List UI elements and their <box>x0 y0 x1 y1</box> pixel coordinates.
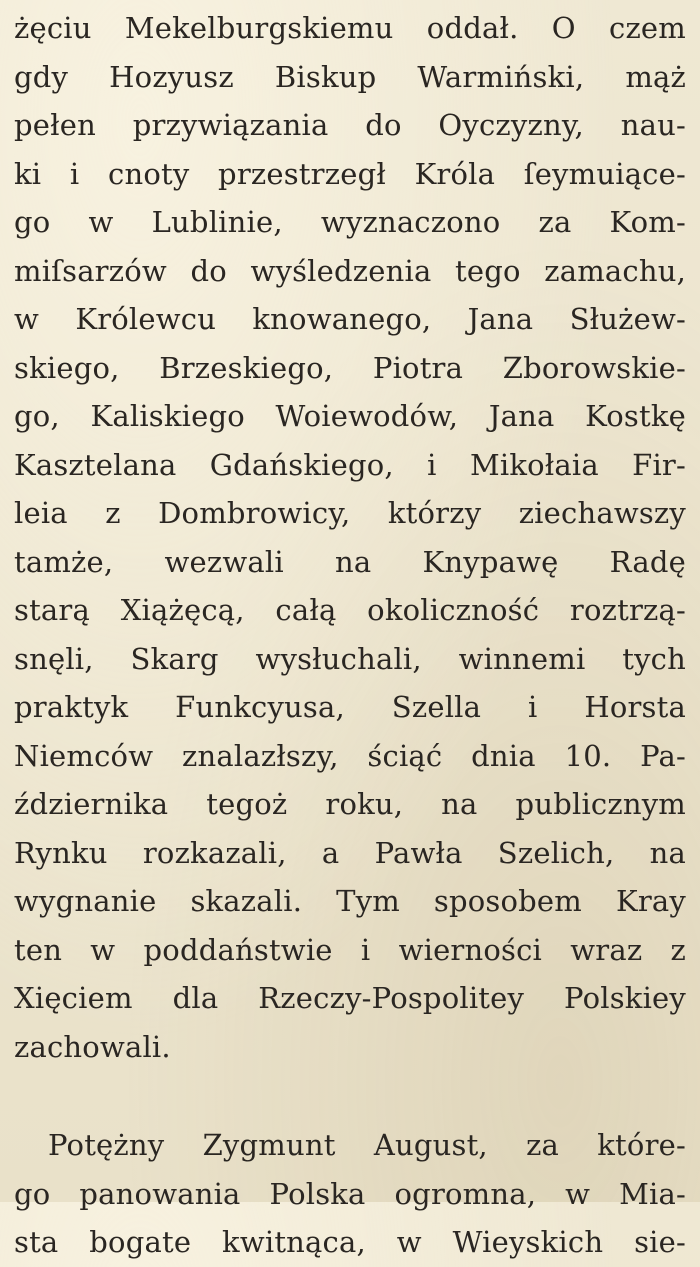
text-line: żęciu Mekelburgskiemu oddał. O czem <box>14 11 686 45</box>
text-line: Xięciem dla Rzeczy-Pospolitey Polskiey <box>14 981 686 1015</box>
text-line: gdy Hozyusz Biskup Warmiński, mąż <box>14 59 686 94</box>
text-line: praktyk Funkcyusa, Szella i Horsta <box>14 690 686 724</box>
text-line: starą Xiążęcą, całą okoliczność roztrzą- <box>14 593 686 627</box>
text-line: Kasztelana Gdańskiego, i Mikołaia Fir- <box>14 447 686 482</box>
text-line: tamże, wezwali na Knypawę Radę <box>14 544 686 579</box>
text-line: pełen przywiązania do Oyczyzny, nau- <box>14 108 686 142</box>
text-line: Potężny Zygmunt August, za które- <box>48 1128 686 1162</box>
text-line: ten w poddaństwie i wierności wraz z <box>14 932 686 967</box>
text-line: Niemców znalazłszy, ściąć dnia 10. Pa- <box>14 738 686 773</box>
text-line: ździernika tegoż roku, na publicznym <box>14 787 686 821</box>
paragraph <box>14 4 686 1071</box>
text-line: Rynku rozkazali, a Pawła Szelich, na <box>14 835 686 870</box>
text-line: ki i cnoty przestrzegł Króla ſeymuiące- <box>14 156 686 191</box>
text-line: miſsarzów do wyśledzenia tego zamachu, <box>14 253 686 288</box>
paragraph <box>14 1121 686 1267</box>
text-line: sta bogate kwitnąca, w Wieyskich sie- <box>14 1225 686 1259</box>
text-line: go, Kaliskiego Woiewodów, Jana Kostkę <box>14 399 686 433</box>
text-line: go w Lublinie, wyznaczono za Kom- <box>14 205 686 239</box>
text-line: leia z Dombrowicy, którzy ziechawszy <box>14 496 686 530</box>
text-line: go panowania Polska ogromna, w Mia- <box>14 1176 686 1211</box>
text-line: skiego, Brzeskiego, Piotra Zborowskie- <box>14 350 686 385</box>
paragraph-break <box>14 1071 686 1121</box>
text-line: snęli, Skarg wysłuchali, winnemi tych <box>14 641 686 676</box>
text-line: w Królewcu knowanego, Jana Służew- <box>14 302 686 336</box>
text-line: zachowali. <box>14 1029 171 1064</box>
text-line: wygnanie skazali. Tym sposobem Kray <box>14 884 686 918</box>
